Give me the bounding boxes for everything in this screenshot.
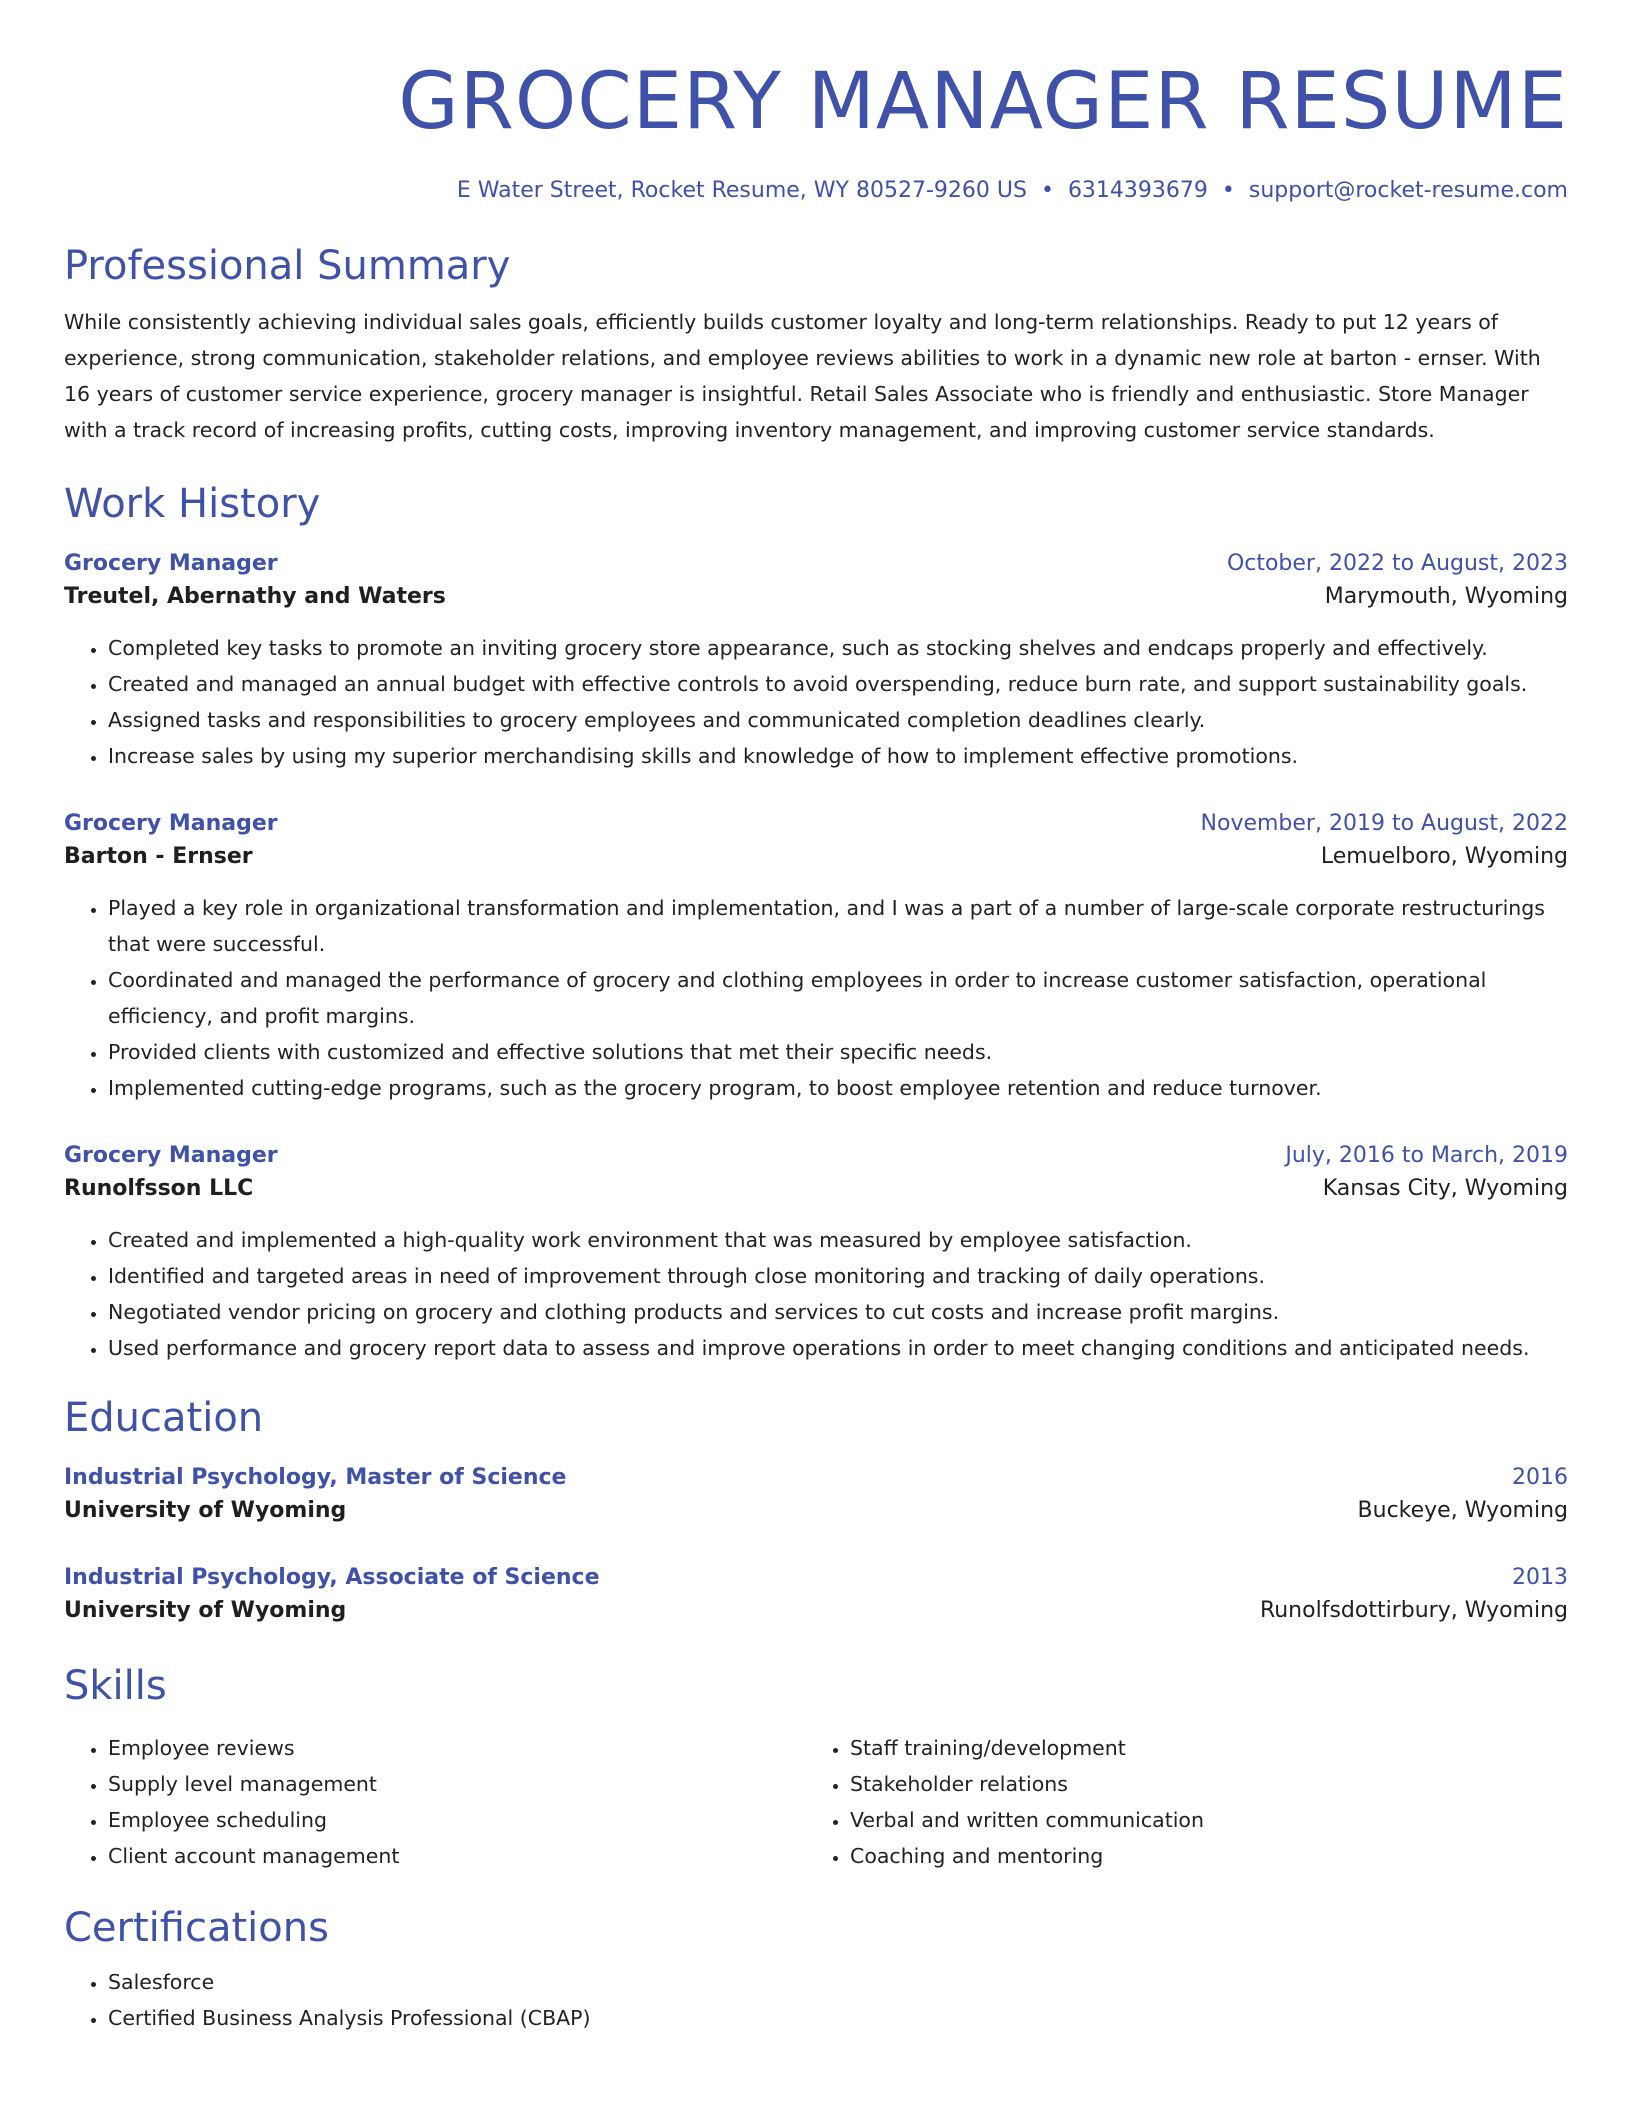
job-company: Barton - Ernser bbox=[64, 844, 253, 869]
education-entry bbox=[64, 1562, 1568, 1628]
job-company-row bbox=[64, 840, 1568, 874]
education-section bbox=[64, 1392, 1568, 1628]
summary-text: While consistently achieving individual sales goals, efficiently builds customer loyalty and long-term relationships. Ready to put 12 years of experience, strong communication, stakeholder relations, and employee reviews abilities to work in a dynamic new role at barton - ernser. With 16 years of customer service experience, grocery manager is insightful. Retail Sales Associate who is friendly and enthusiastic. Store Manager with a track record of increasing profits, cutting costs, improving inventory management, and improving customer service standards. bbox=[64, 310, 1541, 442]
contact-line bbox=[64, 176, 1568, 206]
list-item: • Stakeholder relations bbox=[850, 1766, 1548, 1802]
education-degree-row bbox=[64, 1462, 1568, 1494]
list-item: • Created and implemented a high-quality work environment that was measured by employee satisfaction. bbox=[108, 1222, 1568, 1258]
job-title-row bbox=[64, 808, 1568, 840]
job-bullets bbox=[64, 1222, 1568, 1366]
job-entry bbox=[64, 548, 1568, 774]
education-entry bbox=[64, 1462, 1568, 1528]
list-item: • Verbal and written communication bbox=[850, 1802, 1548, 1838]
list-item: • Coordinated and managed the performance of grocery and clothing employees in order to increase customer satisfaction, operational efficiency, and profit margins. bbox=[108, 962, 1568, 1034]
education-location: Buckeye, Wyoming bbox=[1357, 1498, 1568, 1523]
education-school-row bbox=[64, 1594, 1568, 1628]
certifications-section bbox=[64, 1902, 1568, 2036]
work-history-section bbox=[64, 478, 1568, 1366]
education-location: Runolfsdottirbury, Wyoming bbox=[1259, 1598, 1568, 1623]
job-title: Grocery Manager bbox=[64, 1143, 278, 1168]
contact-address: E Water Street, Rocket Resume, WY 80527-9260 US bbox=[456, 178, 1027, 203]
skills-grid bbox=[64, 1722, 1568, 1874]
job-dates: November, 2019 to August, 2022 bbox=[1200, 811, 1568, 836]
education-school: University of Wyoming bbox=[64, 1498, 347, 1523]
list-item: • Increase sales by using my superior merchandising skills and knowledge of how to implement effective promotions. bbox=[108, 738, 1568, 774]
job-location: Lemuelboro, Wyoming bbox=[1320, 844, 1568, 869]
list-item: • Created and managed an annual budget with effective controls to avoid overspending, reduce burn rate, and support sustainability goals. bbox=[108, 666, 1568, 702]
list-item: • Supply level management bbox=[108, 1766, 806, 1802]
job-company: Treutel, Abernathy and Waters bbox=[64, 584, 446, 609]
job-location: Marymouth, Wyoming bbox=[1324, 584, 1568, 609]
contact-separator: • bbox=[1040, 178, 1054, 203]
section-heading: Education bbox=[64, 1395, 264, 1441]
job-title-row bbox=[64, 1140, 1568, 1172]
list-item: • Identified and targeted areas in need of improvement through close monitoring and tracking of daily operations. bbox=[108, 1258, 1568, 1294]
job-dates: October, 2022 to August, 2023 bbox=[1226, 551, 1568, 576]
job-title: Grocery Manager bbox=[64, 811, 278, 836]
job-location: Kansas City, Wyoming bbox=[1322, 1176, 1568, 1201]
skills-list bbox=[806, 1730, 1548, 1874]
list-item: • Staff training/development bbox=[850, 1730, 1548, 1766]
list-item: • Completed key tasks to promote an inviting grocery store appearance, such as stocking shelves and endcaps properly and effectively. bbox=[108, 630, 1568, 666]
list-item: • Certified Business Analysis Professional (CBAP) bbox=[108, 2000, 1568, 2036]
skills-list bbox=[64, 1730, 806, 1874]
section-heading: Professional Summary bbox=[64, 243, 511, 289]
job-company-row bbox=[64, 1172, 1568, 1206]
skills-column-right bbox=[806, 1722, 1548, 1874]
contact-separator: • bbox=[1221, 178, 1235, 203]
resume-header bbox=[64, 0, 1568, 206]
education-degree-row bbox=[64, 1562, 1568, 1594]
education-year: 2013 bbox=[1512, 1565, 1568, 1590]
section-heading: Certifications bbox=[64, 1905, 329, 1951]
resume-title: GROCERY MANAGER RESUME bbox=[398, 57, 1568, 147]
job-dates: July, 2016 to March, 2019 bbox=[1285, 1143, 1568, 1168]
section-heading: Skills bbox=[64, 1663, 167, 1709]
list-item: • Used performance and grocery report data to assess and improve operations in order to meet changing conditions and anticipated needs. bbox=[108, 1330, 1568, 1366]
job-bullets bbox=[64, 890, 1568, 1106]
list-item: • Employee scheduling bbox=[108, 1802, 806, 1838]
job-company: Runolfsson LLC bbox=[64, 1176, 254, 1201]
list-item: • Assigned tasks and responsibilities to grocery employees and communicated completion deadlines clearly. bbox=[108, 702, 1568, 738]
summary-section bbox=[64, 240, 1568, 448]
contact-phone: 6314393679 bbox=[1067, 178, 1208, 203]
list-item: • Coaching and mentoring bbox=[850, 1838, 1548, 1874]
skills-section bbox=[64, 1660, 1568, 1874]
job-entry bbox=[64, 808, 1568, 1106]
education-school-row bbox=[64, 1494, 1568, 1528]
list-item: • Negotiated vendor pricing on grocery and clothing products and services to cut costs and increase profit margins. bbox=[108, 1294, 1568, 1330]
job-company-row bbox=[64, 580, 1568, 614]
job-entry bbox=[64, 1140, 1568, 1366]
list-item: • Employee reviews bbox=[108, 1730, 806, 1766]
section-heading: Work History bbox=[64, 481, 321, 527]
skills-column-left bbox=[64, 1722, 806, 1874]
education-degree: Industrial Psychology, Associate of Science bbox=[64, 1565, 600, 1590]
education-year: 2016 bbox=[1512, 1465, 1568, 1490]
education-degree: Industrial Psychology, Master of Science bbox=[64, 1465, 567, 1490]
list-item: • Provided clients with customized and effective solutions that met their specific needs. bbox=[108, 1034, 1568, 1070]
list-item: • Salesforce bbox=[108, 1964, 1568, 2000]
list-item: • Implemented cutting-edge programs, such as the grocery program, to boost employee retention and reduce turnover. bbox=[108, 1070, 1568, 1106]
contact-email[interactable]: support@rocket-resume.com bbox=[1248, 178, 1568, 203]
certifications-list bbox=[64, 1964, 1568, 2036]
job-title-row bbox=[64, 548, 1568, 580]
education-school: University of Wyoming bbox=[64, 1598, 347, 1623]
list-item: • Client account management bbox=[108, 1838, 806, 1874]
job-title: Grocery Manager bbox=[64, 551, 278, 576]
job-bullets bbox=[64, 630, 1568, 774]
list-item: • Played a key role in organizational transformation and implementation, and I was a part of a number of large-scale corporate restructurings that were successful. bbox=[108, 890, 1568, 962]
